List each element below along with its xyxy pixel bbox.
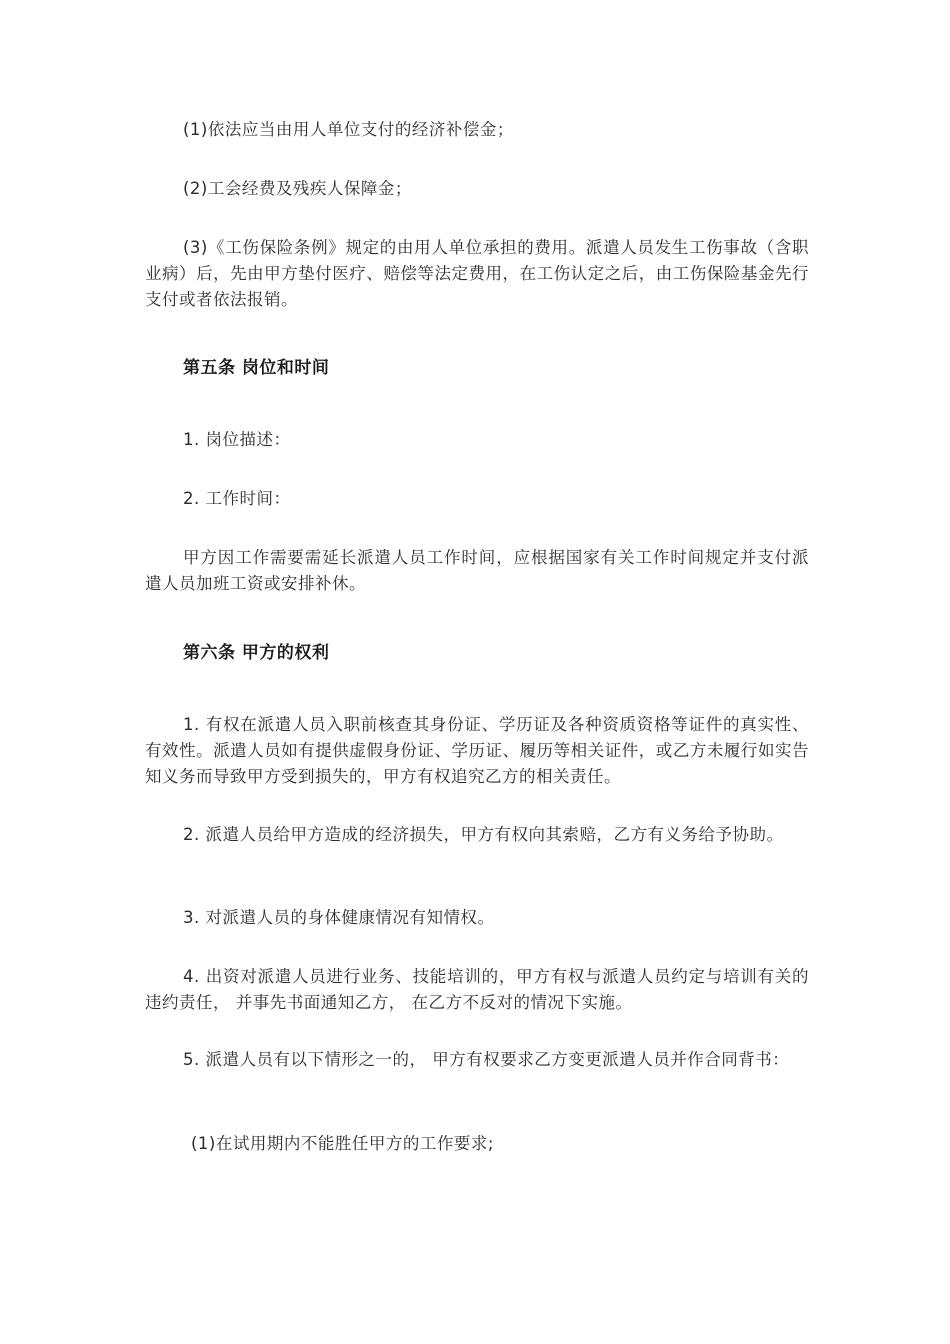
paragraph-p2: (2)工会经费及残疾人保障金； bbox=[183, 179, 412, 198]
heading-article-5: 第五条 岗位和时间 bbox=[183, 358, 330, 378]
heading-article-6: 第六条 甲方的权利 bbox=[183, 643, 330, 663]
paragraph-p3: (3)《工伤保险条例》规定的由用人单位承担的费用。派遣人员发生工伤事故（含职业病）后，先由甲方垫付医疗、赔偿等法定费用，在工伤认定之后，由工伤保险基金先行支付或者依法报销。 bbox=[145, 238, 809, 309]
item-6-5: 5. 派遣人员有以下情形之一的， 甲方有权要求乙方变更派遣人员并作合同背书： bbox=[183, 1050, 790, 1069]
item-6-3: 3. 对派遣人员的身体健康情况有知情权。 bbox=[183, 908, 495, 927]
paragraph-p1: (1)依法应当由用人单位支付的经济补偿金； bbox=[183, 120, 514, 139]
item-6-2: 2. 派遣人员给甲方造成的经济损失，甲方有权向其索赔，乙方有义务给予协助。 bbox=[183, 825, 784, 844]
item-5-2: 2. 工作时间： bbox=[183, 489, 291, 508]
item-5-1: 1. 岗位描述： bbox=[183, 430, 291, 449]
item-6-1: 1. 有权在派遣人员入职前核查其身份证、学历证及各种资质资格等证件的真实性、有效性。派遣人员如有提供虚假身份证、学历证、履历等相关证件，或乙方未履行如实告知义务而导致甲方受到损失的，甲方有权追究乙方的相关责任。 bbox=[145, 715, 809, 786]
item-6-4: 4. 出资对派遣人员进行业务、技能培训的，甲方有权与派遣人员约定与培训有关的违约责任， 并事先书面通知乙方， 在乙方不反对的情况下实施。 bbox=[145, 967, 809, 1012]
paragraph-5-3: 甲方因工作需要需延长派遣人员工作时间，应根据国家有关工作时间规定并支付派遣人员加班工资或安排补休。 bbox=[145, 548, 809, 593]
item-6-5-1: (1)在试用期内不能胜任甲方的工作要求; bbox=[191, 1134, 494, 1153]
